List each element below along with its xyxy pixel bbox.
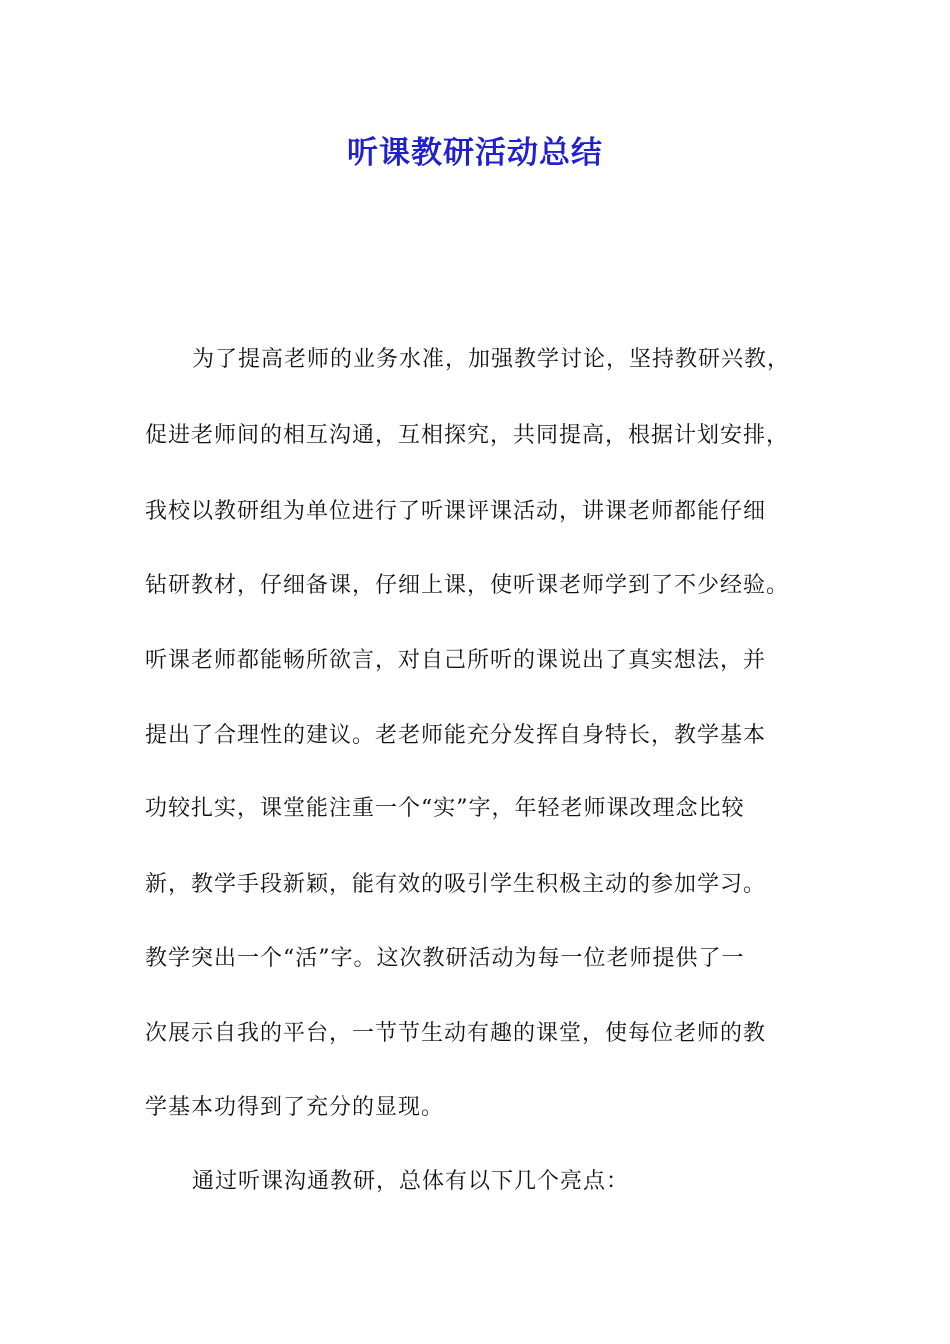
paragraph-line: 功较扎实，课堂能注重一个“实”字，年轻老师课改理念比较 (145, 796, 745, 821)
paragraph-line: 提出了合理性的建议。老老师能充分发挥自身特长，教学基本 (145, 723, 767, 748)
paragraph-line: 钻研教材，仔细备课，仔细上课，使听课老师学到了不少经验。 (145, 573, 790, 598)
paragraph-line: 为了提高老师的业务水准，加强教学讨论，坚持教研兴教， (192, 347, 791, 372)
paragraph-line: 听课老师都能畅所欲言，对自己所听的课说出了真实想法，并 (145, 648, 767, 673)
paragraph-line: 新，教学手段新颖，能有效的吸引学生积极主动的参加学习。 (145, 872, 767, 897)
paragraph-line: 通过听课沟通教研，总体有以下几个亮点： (192, 1169, 630, 1194)
paragraph-line: 我校以教研组为单位进行了听课评课活动，讲课老师都能仔细 (145, 499, 767, 524)
paragraph-line: 教学突出一个“活”字。这次教研活动为每一位老师提供了一 (145, 946, 745, 971)
paragraph-line: 促进老师间的相互沟通，互相探究，共同提高，根据计划安排， (145, 423, 790, 448)
paragraph-line: 次展示自我的平台，一节节生动有趣的课堂，使每位老师的教 (145, 1021, 767, 1046)
document-title: 听课教研活动总结 (347, 135, 603, 171)
paragraph-line: 学基本功得到了充分的显现。 (145, 1095, 445, 1120)
